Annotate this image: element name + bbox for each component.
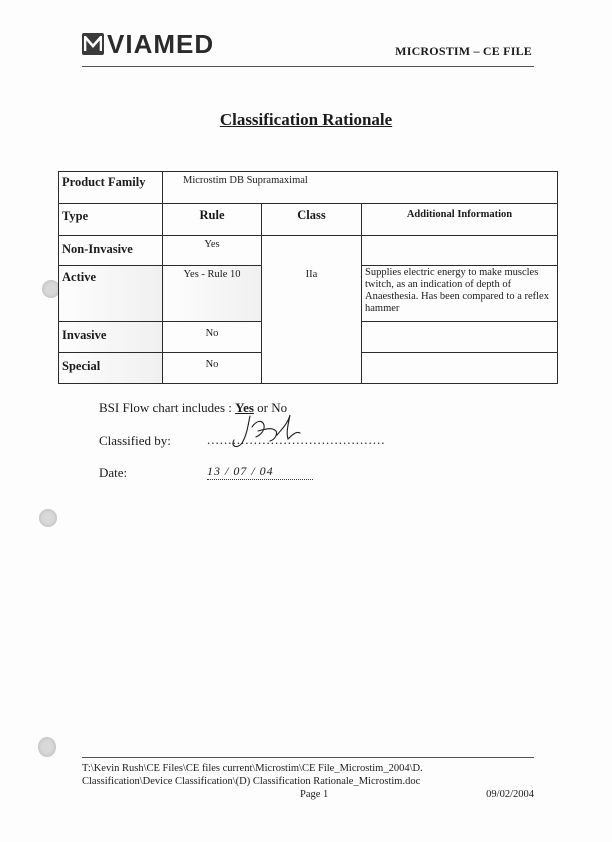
bsi-prefix: BSI Flow chart includes : xyxy=(99,400,236,415)
footer xyxy=(82,762,534,801)
footer-path-line2: Classification\Device Classification\(D) Classification Rationale_Microstim.doc xyxy=(82,776,421,787)
row-additional-info xyxy=(362,322,558,353)
footer-path-line1: T:\Kevin Rush\CE Files\CE files current\Microstim\CE File_Microstim_2004\D. xyxy=(82,763,423,774)
classification-table xyxy=(58,171,558,384)
date-label: Date: xyxy=(99,465,128,480)
logo-m-glyph xyxy=(84,36,102,52)
row-type-label: Invasive xyxy=(59,322,163,353)
header-additional-info: Additional Information xyxy=(362,204,558,236)
product-family-label: Product Family xyxy=(59,172,163,204)
viamed-logo xyxy=(82,31,214,57)
row-additional-info xyxy=(362,353,558,384)
header-divider xyxy=(82,66,534,67)
page-title: Classification Rationale xyxy=(219,110,393,129)
product-family-row xyxy=(59,172,558,204)
logo-mark-icon xyxy=(82,33,104,55)
row-type-label: Non-Invasive xyxy=(59,236,163,266)
header-row xyxy=(59,204,558,236)
punch-hole-middle xyxy=(39,509,57,527)
header-type: Type xyxy=(59,204,163,236)
classified-by-label: Classified by: xyxy=(99,433,171,448)
row-type-label: Active xyxy=(59,266,163,322)
row-additional-info: Supplies electric energy to make muscles twitch, as an indication of depth of Anaesthesia. Has been compared to a reflex hammer xyxy=(362,266,558,322)
header-class: Class xyxy=(262,204,362,236)
row-rule-value: No xyxy=(163,353,262,384)
bsi-yes: Yes xyxy=(235,400,254,415)
bsi-or: or xyxy=(253,400,272,415)
row-type-label: Special xyxy=(59,353,163,384)
header-rule: Rule xyxy=(163,204,262,236)
footer-page-number: Page 1 xyxy=(300,789,329,800)
date-value: 13 / 07 / 04 xyxy=(207,464,313,480)
signature xyxy=(222,413,306,451)
row-additional-info xyxy=(362,236,558,266)
logo-text: VIAMED xyxy=(107,29,215,59)
footer-date: 09/02/2004 xyxy=(486,789,534,800)
punch-hole-bottom xyxy=(38,737,56,757)
row-rule-value: Yes xyxy=(163,236,262,266)
file-label: MICROSTIM – CE FILE xyxy=(395,44,532,58)
class-value: IIa xyxy=(262,236,362,384)
row-rule-value: No xyxy=(163,322,262,353)
classified-by-dots: .......................................... xyxy=(207,432,386,447)
row-rule-value: Yes - Rule 10 xyxy=(163,266,262,322)
footer-divider xyxy=(82,757,534,758)
bsi-no: No xyxy=(271,400,288,415)
table-row xyxy=(59,236,558,266)
product-family-value: Microstim DB Supramaximal xyxy=(163,172,558,204)
